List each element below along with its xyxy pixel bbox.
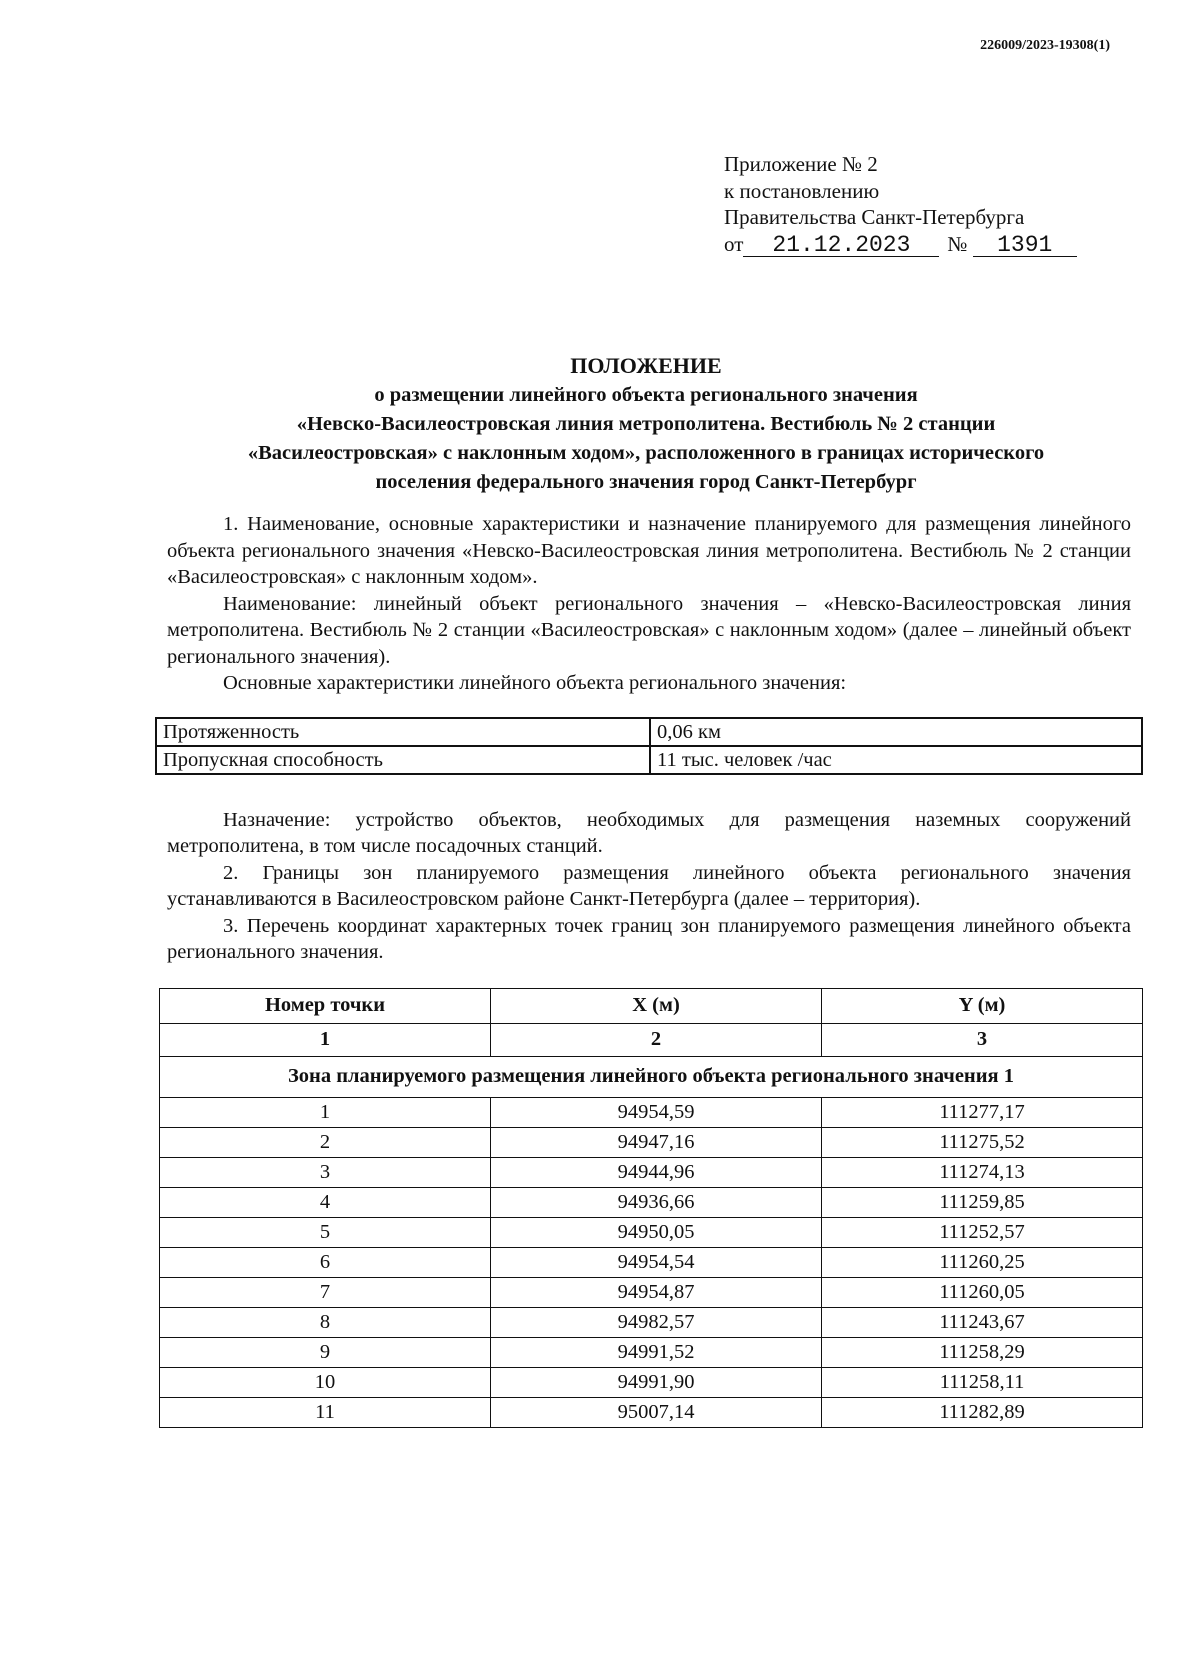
coordinates-table — [159, 988, 1143, 1428]
header-y: Y (м) — [822, 988, 1143, 1023]
table-row — [160, 1307, 1143, 1337]
column-index-row — [160, 1023, 1143, 1056]
y-coordinate-cell: 111275,52 — [822, 1127, 1143, 1157]
x-coordinate-cell: 95007,14 — [491, 1397, 822, 1427]
column-index: 3 — [822, 1023, 1143, 1056]
x-coordinate-cell: 94947,16 — [491, 1127, 822, 1157]
document-title — [160, 353, 1132, 497]
table-row — [160, 1367, 1143, 1397]
point-number-cell: 7 — [160, 1277, 491, 1307]
title-heading: ПОЛОЖЕНИЕ — [570, 353, 722, 378]
paragraph-5: 2. Границы зон планируемого размещения линейного объекта регионального значения устанавливаются в Василеостровском районе Санкт-Петербурга (далее – территория). — [167, 861, 1131, 910]
appendix-line-2: к постановлению — [724, 178, 880, 203]
point-number-cell: 10 — [160, 1367, 491, 1397]
title-line-4: поселения федерального значения город Санкт-Петербург — [375, 471, 917, 493]
document-number: 226009/2023-19308(1) — [980, 38, 1110, 53]
appendix-block — [724, 151, 1077, 257]
appendix-line-1: Приложение № 2 — [724, 152, 878, 176]
point-number-cell: 11 — [160, 1397, 491, 1427]
appendix-date-line — [724, 231, 1077, 258]
y-coordinate-cell: 111277,17 — [822, 1097, 1143, 1127]
point-number-cell: 9 — [160, 1337, 491, 1367]
y-coordinate-cell: 111260,25 — [822, 1247, 1143, 1277]
x-coordinate-cell: 94936,66 — [491, 1187, 822, 1217]
y-coordinate-cell: 111259,85 — [822, 1187, 1143, 1217]
table-row — [160, 1247, 1143, 1277]
y-coordinate-cell: 111258,29 — [822, 1337, 1143, 1367]
characteristics-row — [156, 746, 1142, 774]
table-row — [160, 1097, 1143, 1127]
paragraph-4: Назначение: устройство объектов, необходимых для размещения наземных сооружений метрополитена, в том числе посадочных станций. — [167, 808, 1131, 857]
characteristic-value: 11 тыс. человек /час — [650, 746, 1142, 774]
x-coordinate-cell: 94991,52 — [491, 1337, 822, 1367]
point-number-cell: 6 — [160, 1247, 491, 1277]
number-label: № — [947, 231, 968, 256]
x-coordinate-cell: 94950,05 — [491, 1217, 822, 1247]
x-coordinate-cell: 94944,96 — [491, 1157, 822, 1187]
y-coordinate-cell: 111274,13 — [822, 1157, 1143, 1187]
x-coordinate-cell: 94954,87 — [491, 1277, 822, 1307]
coordinates-header-row — [160, 988, 1143, 1023]
point-number-cell: 1 — [160, 1097, 491, 1127]
column-index: 1 — [160, 1023, 491, 1056]
x-coordinate-cell: 94954,59 — [491, 1097, 822, 1127]
point-number-cell: 4 — [160, 1187, 491, 1217]
appendix-line-3: Правительства Санкт-Петербурга — [724, 205, 1025, 229]
paragraph-6: 3. Перечень координат характерных точек границ зон планируемого размещения линейного объекта регионального значения. — [167, 914, 1131, 963]
table-row — [160, 1397, 1143, 1427]
y-coordinate-cell: 111260,05 — [822, 1277, 1143, 1307]
zone-title: Зона планируемого размещения линейного объекта регионального значения 1 — [160, 1056, 1143, 1097]
column-index: 2 — [491, 1023, 822, 1056]
zone-title-row — [160, 1056, 1143, 1097]
point-number-cell: 8 — [160, 1307, 491, 1337]
table-row — [160, 1187, 1143, 1217]
x-coordinate-cell: 94991,90 — [491, 1367, 822, 1397]
resolution-date: 21.12.2023 — [743, 234, 939, 257]
characteristics-row — [156, 718, 1142, 746]
point-number-cell: 2 — [160, 1127, 491, 1157]
x-coordinate-cell: 94982,57 — [491, 1307, 822, 1337]
y-coordinate-cell: 111243,67 — [822, 1307, 1143, 1337]
title-line-1: о размещении линейного объекта регионального значения — [374, 384, 918, 406]
header-x: X (м) — [491, 988, 822, 1023]
from-label: от — [724, 231, 744, 256]
title-line-2: «Невско-Василеостровская линия метрополитена. Вестибюль № 2 станции — [296, 413, 996, 435]
table-row — [160, 1337, 1143, 1367]
y-coordinate-cell: 111282,89 — [822, 1397, 1143, 1427]
title-line-3: «Василеостровская» с наклонным ходом», расположенного в границах исторического — [247, 442, 1045, 464]
document-body — [163, 511, 1131, 1428]
characteristics-table — [155, 717, 1143, 775]
paragraph-3: Основные характеристики линейного объекта регионального значения: — [223, 672, 847, 694]
resolution-number: 1391 — [973, 234, 1077, 257]
paragraph-2: Наименование: линейный объект регионального значения – «Невско-Василеостровская линия метрополитена. Вестибюль № 2 станции «Василеостровская» с наклонным ходом» (далее – линейный объект регионального значения). — [167, 592, 1131, 668]
characteristic-value: 0,06 км — [650, 718, 1142, 746]
table-row — [160, 1157, 1143, 1187]
characteristic-name: Протяженность — [156, 718, 650, 746]
point-number-cell: 5 — [160, 1217, 491, 1247]
y-coordinate-cell: 111258,11 — [822, 1367, 1143, 1397]
table-row — [160, 1127, 1143, 1157]
characteristic-name: Пропускная способность — [156, 746, 650, 774]
x-coordinate-cell: 94954,54 — [491, 1247, 822, 1277]
point-number-cell: 3 — [160, 1157, 491, 1187]
table-row — [160, 1277, 1143, 1307]
paragraph-1: 1. Наименование, основные характеристики и назначение планируемого для размещения линейного объекта регионального значения «Невско-Василеостровская линия метрополитена. Вестибюль № 2 станции «Василеостровская» с наклонным ходом». — [167, 513, 1131, 588]
coordinates-rows — [160, 1097, 1143, 1427]
table-row — [160, 1217, 1143, 1247]
y-coordinate-cell: 111252,57 — [822, 1217, 1143, 1247]
header-point-number: Номер точки — [160, 988, 491, 1023]
